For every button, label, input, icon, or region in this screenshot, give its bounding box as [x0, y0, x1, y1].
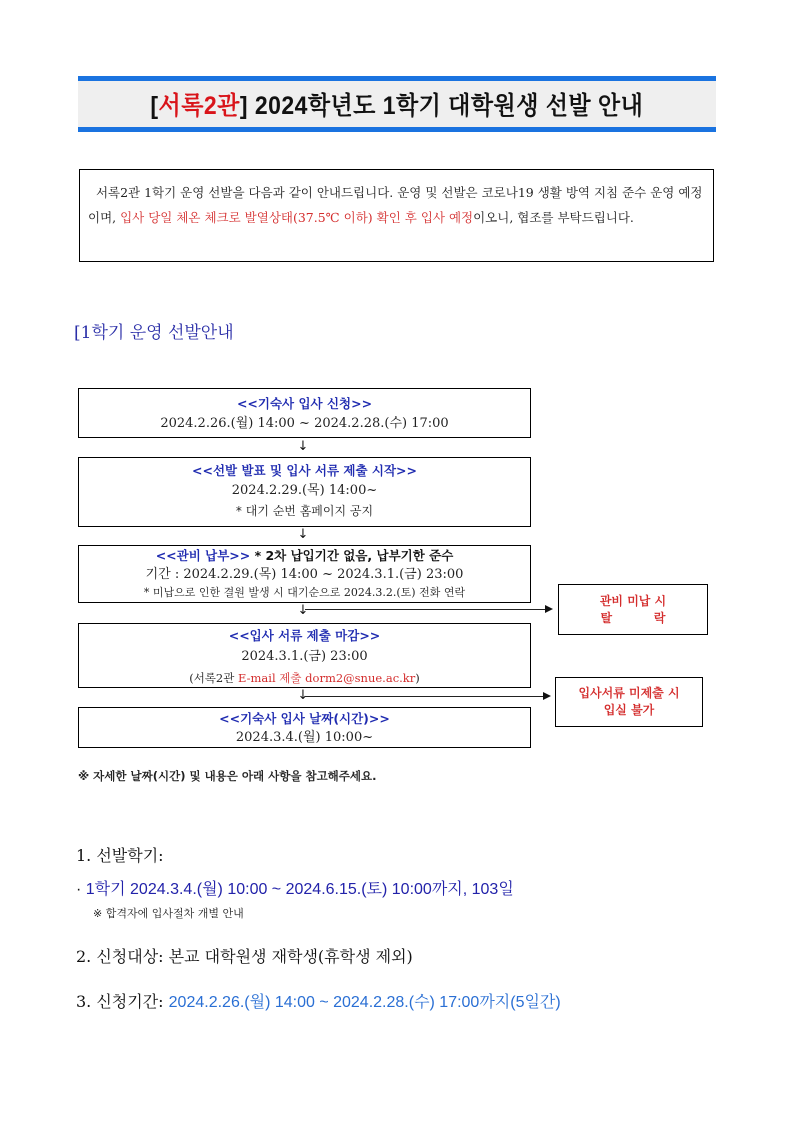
- section-heading: [1학기 운영 선발안내: [74, 323, 234, 343]
- flow-step-documents-deadline: [78, 623, 531, 688]
- arrow-right-icon: [543, 692, 551, 700]
- flow-step-date: 2024.2.26.(월) 14:00 ~ 2024.2.28.(수) 17:00: [160, 416, 449, 431]
- eligibility-value: 본교 대학원생 재학생(휴학생 제외): [168, 947, 413, 966]
- flow-step-title: <<선발 발표 및 입사 서류 제출 시작>>: [192, 463, 417, 478]
- title-bracket-close: ]: [239, 92, 249, 120]
- flow-step-title-row: [79, 546, 530, 566]
- flow-step-title: <<관비 납부>>: [155, 548, 251, 563]
- side-box-line: 입사서류 미제출 시: [578, 686, 680, 700]
- flow-step-date: 2024.3.4.(월) 10:00~: [235, 730, 374, 745]
- flow-step-date: 2024.2.29.(목) 14:00~: [231, 483, 378, 498]
- arrow-right-icon: [545, 605, 553, 613]
- email-prefix: (서록2관: [189, 671, 239, 685]
- flow-step-title: <<기숙사 입사 날짜(시간)>>: [219, 711, 390, 726]
- item-selection-semester-detail: [76, 876, 514, 899]
- title-banner: [78, 76, 716, 132]
- flow-step-move-in: [78, 707, 531, 748]
- title-highlight: 서록2관: [158, 92, 240, 120]
- page-title: [151, 86, 644, 122]
- eligibility-label: 2. 신청대상:: [76, 947, 169, 966]
- item-selection-semester-note: ※ 합격자에 입사절차 개별 안내: [93, 907, 244, 920]
- connector-line: [305, 609, 545, 610]
- arrow-down-icon: ↓: [297, 439, 309, 454]
- intro-box: [79, 169, 714, 262]
- side-box-documents-missing: [555, 677, 703, 727]
- flow-step-note: * 대기 순번 홈페이지 공지: [235, 504, 374, 518]
- intro-text: 서록2관 1학기 운영 선발을 다음과 같이 안내드립니다. 운영 및 선발은 코로나19 생활 방역 지침 준수 운영 예정이며,: [88, 185, 703, 225]
- flow-step-title-suffix: * 2차 납입기간 없음, 납부기한 준수: [250, 548, 454, 563]
- flow-step-date: 기간 : 2024.2.29.(목) 14:00 ~ 2024.3.1.(금) 23:00: [145, 567, 464, 582]
- flow-step-title: <<기숙사 입사 신청>>: [236, 396, 373, 411]
- side-box-line: 입실 불가: [603, 703, 655, 717]
- flow-step-email-row: [79, 668, 530, 688]
- application-period-label: 3. 신청기간:: [76, 992, 169, 1011]
- connector-line: [305, 696, 543, 697]
- flow-step-payment: [78, 545, 531, 603]
- email-suffix: ): [415, 671, 420, 685]
- item-eligibility: [76, 944, 413, 967]
- flow-step-announcement: [78, 457, 531, 527]
- title-rest: 2024학년도 1학기 대학원생 선발 안내: [248, 92, 644, 120]
- bullet: ·: [76, 881, 86, 898]
- application-period-value: 2024.2.26.(월) 14:00 ~ 2024.2.28.(수) 17:00까지(5일간): [168, 994, 561, 1011]
- semester-period: 1학기 2024.3.4.(월) 10:00 ~ 2024.6.15.(토) 10:00까지, 103일: [85, 881, 514, 898]
- side-box-line: 관비 미납 시: [599, 594, 667, 608]
- flow-step-title: <<입사 서류 제출 마감>>: [228, 628, 381, 643]
- email-link[interactable]: E-mail 제출 dorm2@snue.ac.kr: [238, 671, 416, 685]
- arrow-down-icon: ↓: [297, 527, 309, 542]
- flow-step-application: [78, 388, 531, 438]
- intro-red-text: 입사 당일 체온 체크로 발열상태(37.5℃ 이하) 확인 후 입사 예정: [120, 210, 474, 225]
- intro-text-end: 이오니, 협조를 부탁드립니다.: [473, 210, 634, 225]
- item-selection-semester-heading: 1. 선발학기:: [76, 846, 164, 865]
- flow-step-date: 2024.3.1.(금) 23:00: [241, 649, 368, 664]
- flow-step-note: * 미납으로 인한 결원 발생 시 대기순으로 2024.3.2.(토) 전화 연락: [143, 586, 466, 599]
- arrow-down-icon: ↓: [297, 603, 309, 618]
- title-bracket-open: [: [150, 92, 159, 120]
- arrow-down-icon: ↓: [297, 688, 309, 703]
- side-box-line: 탈 락: [600, 611, 666, 625]
- side-box-payment-failure: [558, 584, 708, 635]
- reference-note: ※ 자세한 날짜(시간) 및 내용은 아래 사항을 참고해주세요.: [78, 769, 377, 783]
- item-application-period: [76, 989, 561, 1012]
